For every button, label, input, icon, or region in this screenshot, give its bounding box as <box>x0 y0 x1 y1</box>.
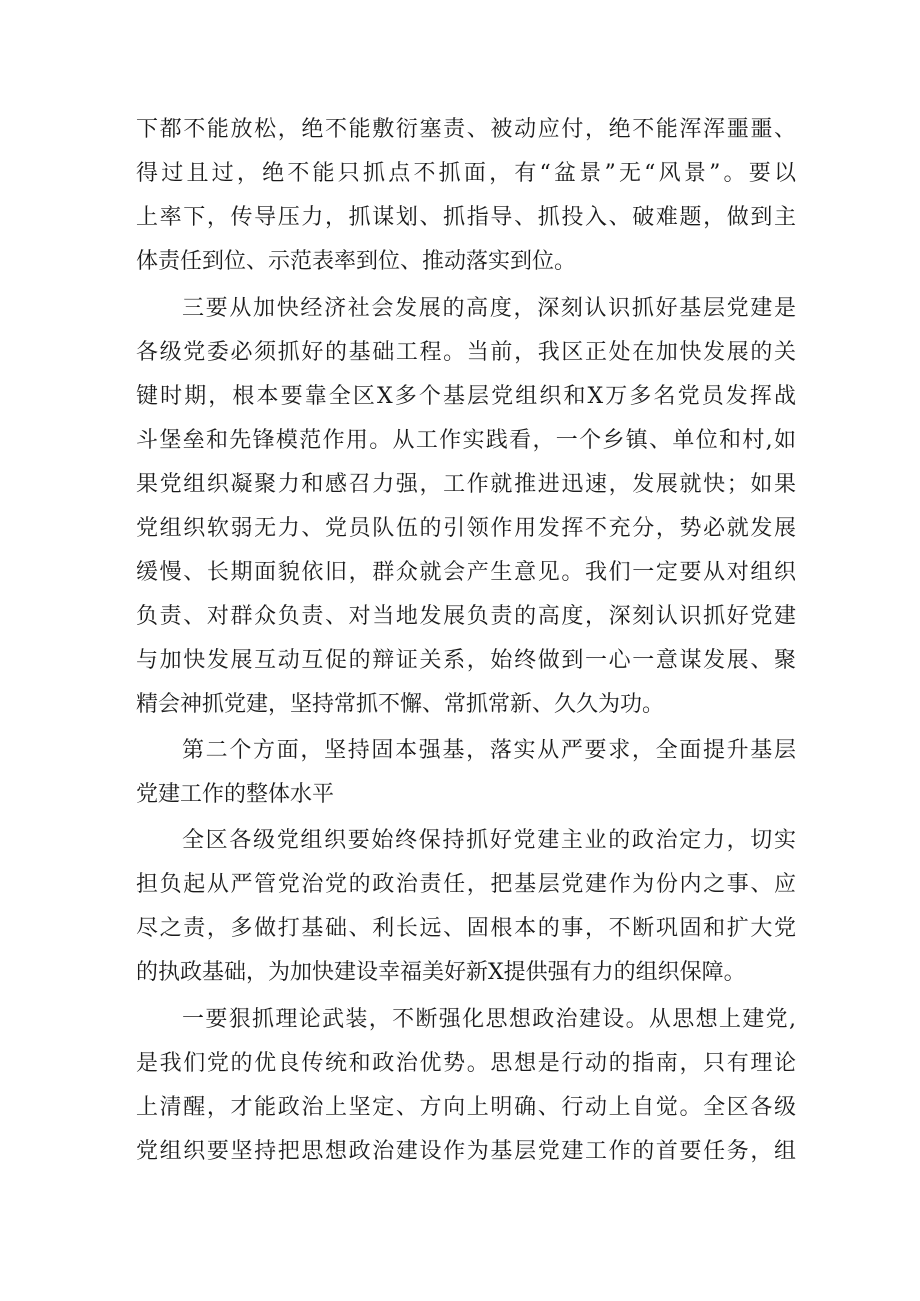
paragraph-1-line-3: 上率下，传导压力，抓谋划、抓指导、抓投入、破难题，做到主 <box>136 205 796 230</box>
paragraph-5-line-4: 党组织要坚持把思想政治建设作为基层党建工作的首要任务，组 <box>136 1139 796 1164</box>
section-heading-line-1: 第二个方面，坚持固本强基，落实从严要求，全面提升基层 <box>182 738 796 763</box>
paragraph-4-line-3: 尽之责，多做打基础、利长远、固根本的事，不断巩固和扩大党 <box>136 916 796 941</box>
section-heading-line-2: 党建工作的整体水平 <box>136 782 335 807</box>
paragraph-4-line-1: 全区各级党组织要始终保持抓好党建主业的政治定力，切实 <box>182 828 796 853</box>
paragraph-4-line-4: 的执政基础，为加快建设幸福美好新X提供强有力的组织保障。 <box>136 960 746 985</box>
paragraph-2-line-5: 果党组织凝聚力和感召力强，工作就推进迅速，发展就快；如果 <box>136 472 796 497</box>
paragraph-1-line-1: 下都不能放松，绝不能敷衍塞责、被动应付，绝不能浑浑噩噩、 <box>136 117 796 142</box>
paragraph-2-line-6: 党组织软弱无力、党员队伍的引领作用发挥不充分，势必就发展 <box>136 516 796 541</box>
paragraph-5-line-1: 一要狠抓理论武装，不断强化思想政治建设。从思想上建党, <box>182 1007 796 1032</box>
paragraph-5-line-3: 上清醒，才能政治上坚定、方向上明确、行动上自觉。全区各级 <box>136 1095 796 1120</box>
paragraph-2-line-7: 缓慢、长期面貌依旧，群众就会产生意见。我们一定要从对组织 <box>136 560 796 585</box>
paragraph-4-line-2: 担负起从严管党治党的政治责任，把基层党建作为份内之事、应 <box>136 872 796 897</box>
paragraph-2-line-4: 斗堡垒和先锋模范作用。从工作实践看，一个乡镇、单位和村,如 <box>136 428 796 453</box>
paragraph-1-line-2: 得过且过，绝不能只抓点不抓面，有“盆景”无“风景”。要以 <box>136 161 796 186</box>
paragraph-2-line-2: 各级党委必须抓好的基础工程。当前，我区正处在加快发展的关 <box>136 340 796 365</box>
paragraph-2-line-1: 三要从加快经济社会发展的高度，深刻认识抓好基层党建是 <box>182 296 796 321</box>
paragraph-5-line-2: 是我们党的优良传统和政治优势。思想是行动的指南，只有理论 <box>136 1051 796 1076</box>
paragraph-1-line-4: 体责任到位、示范表率到位、推动落实到位。 <box>136 249 577 274</box>
paragraph-2-line-9: 与加快发展互动互促的辩证关系，始终做到一心一意谋发展、聚 <box>136 648 796 673</box>
paragraph-2-line-3: 键时期，根本要靠全区X多个基层党组织和X万多名党员发挥战 <box>136 384 796 409</box>
paragraph-2-line-10: 精会神抓党建，坚持常抓不懈、常抓常新、久久为功。 <box>136 692 665 717</box>
paragraph-2-line-8: 负责、对群众负责、对当地发展负责的高度，深刻认识抓好党建 <box>136 604 796 629</box>
